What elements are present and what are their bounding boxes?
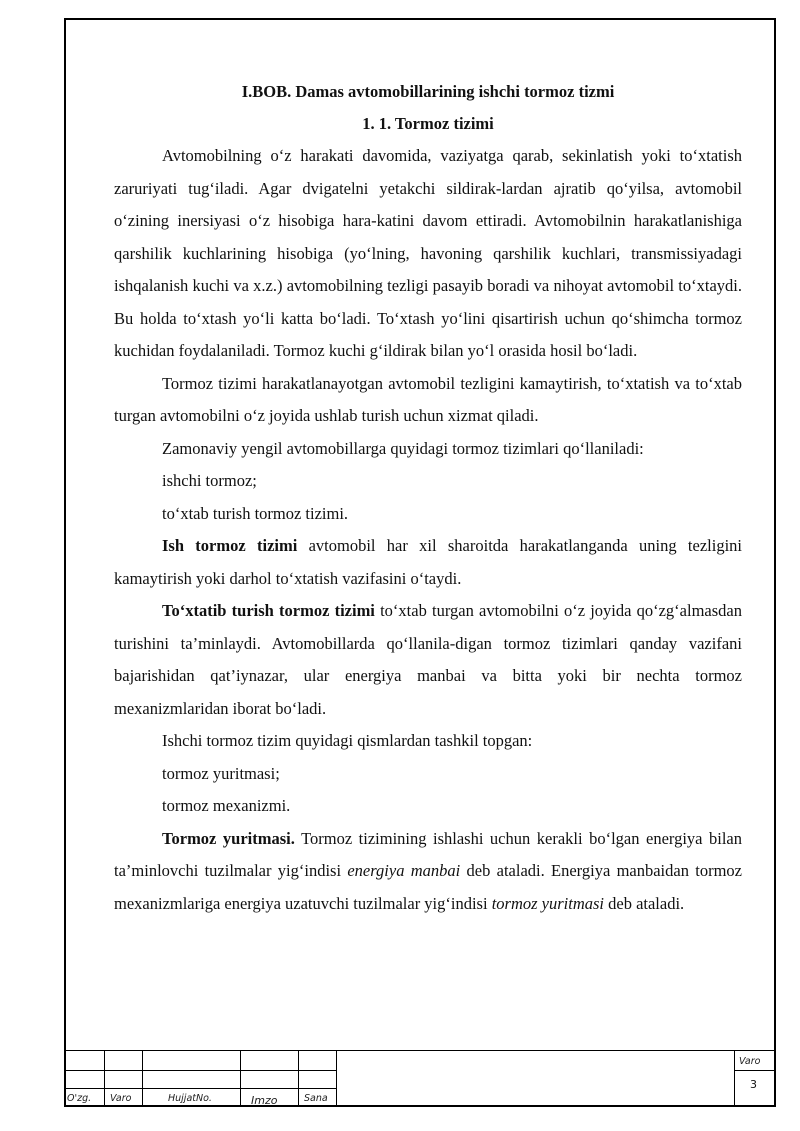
stamp-line bbox=[336, 1050, 337, 1107]
chapter-title: I.BOB. Damas avtomobillarining ishchi tormoz tizmi bbox=[241, 82, 615, 101]
paragraph-2: Tormoz tizimi harakatlanayotgan avtomobil tezligini kamaytirish, to‘xtatish va to‘xtab turgan avtomobilni o‘z joyida ushlab turish uchun xizmat qiladi. bbox=[114, 373, 742, 425]
stamp-line bbox=[734, 1050, 735, 1107]
stamp-label-change: O'zg. bbox=[67, 1093, 92, 1104]
stamp-label-signature: Imzo bbox=[251, 1094, 278, 1107]
stamp-line bbox=[64, 1050, 776, 1051]
paragraph-text: deb ataladi. bbox=[604, 893, 685, 913]
list-item: tormoz yuritmasi; bbox=[162, 763, 280, 783]
section-title: 1. 1. Tormoz tizimi bbox=[362, 114, 494, 133]
paragraph-7 bbox=[114, 823, 742, 921]
stamp-label-sheet-number: Varo bbox=[739, 1056, 761, 1067]
bold-term: Tormoz yuritmasi. bbox=[162, 828, 295, 848]
page-number: 3 bbox=[750, 1078, 757, 1091]
stamp-line bbox=[142, 1050, 143, 1107]
document-body bbox=[114, 72, 742, 920]
paragraph-text: to‘xtab turgan avtomobilni o‘z joyida qo‘zg‘almasdan turishini ta’minlaydi. Avtomobillarda qo‘llanila-digan tormoz tizimlari qanday vazifani bajarishidan qat’iynazar, ular energiya manbai va bitta yoki bir nechta tormoz mexanizmlaridan iborat bo‘ladi. bbox=[114, 601, 742, 718]
stamp-line bbox=[104, 1050, 105, 1107]
list-item: to‘xtab turish tormoz tizimi. bbox=[162, 503, 349, 523]
stamp-line bbox=[734, 1070, 776, 1071]
stamp-line bbox=[240, 1050, 241, 1107]
italic-term: tormoz yuritmasi bbox=[491, 893, 604, 913]
stamp-label-sheet: Varo bbox=[110, 1093, 132, 1104]
paragraph-6: Ishchi tormoz tizim quyidagi qismlardan tashkil topgan: bbox=[162, 731, 533, 750]
list-item: ishchi tormoz; bbox=[162, 471, 257, 490]
paragraph-5 bbox=[114, 595, 742, 725]
italic-term: energiya manbai bbox=[347, 861, 461, 880]
paragraph-4 bbox=[114, 530, 742, 595]
paragraph-text: avtomobil har xil sharoitda harakatlanganda uning tezligini kamaytirish yoki darhol to‘xtatish vazifasini o‘taydi. bbox=[114, 536, 742, 588]
paragraph-text: Tormoz tizimining ishlashi uchun kerakli bo‘lgan energiya bilan ta’minlovchi tuzilmalar yig‘indisi bbox=[114, 828, 743, 880]
paragraph-text: deb ataladi. Energiya manbaidan tormoz mexanizmlariga energiya uzatuvchi tuzilmalar yig‘indisi bbox=[114, 861, 742, 913]
title-block-stamp bbox=[64, 1050, 776, 1107]
bold-term: To‘xtatib turish tormoz tizimi bbox=[162, 601, 375, 620]
paragraph-1: Avtomobilning o‘z harakati davomida, vaziyatga qarab, sekinlatish yoki to‘xtatish zaruriyati tug‘iladi. Agar dvigatelni yetakchi sildirak-lardan ajratib qo‘yilsa, avtomobil o‘zining inersiyasi o‘z hisobiga hara-katini davom ettiradi. Avtomobilnin harakatlanishiga qarshilik kuchlarining hisobiga (yo‘lning, havoning qarshilik kuchlari, transmissiyadagi ishqalanish kuchi va x.z.) avtomobilning tezligi pasayib boradi va nihoyat avtomobil to‘xtaydi. Bu holda to‘xtash yo‘li katta bo‘ladi. To‘xtash yo‘lini qisartirish uchun qo‘shimcha tormoz kuchidan foydalaniladi. Tormoz kuchi g‘ildirak bilan yo‘l orasida hosil bo‘ladi. bbox=[114, 146, 742, 360]
paragraph-3: Zamonaviy yengil avtomobillarga quyidagi tormoz tizimlari qo‘llaniladi: bbox=[162, 438, 644, 458]
stamp-line bbox=[298, 1050, 299, 1107]
stamp-label-document: HujjatNo. bbox=[168, 1093, 212, 1104]
stamp-label-date: Sana bbox=[304, 1093, 328, 1104]
list-item: tormoz mexanizmi. bbox=[162, 796, 291, 815]
bold-term: Ish tormoz tizimi bbox=[162, 536, 298, 555]
